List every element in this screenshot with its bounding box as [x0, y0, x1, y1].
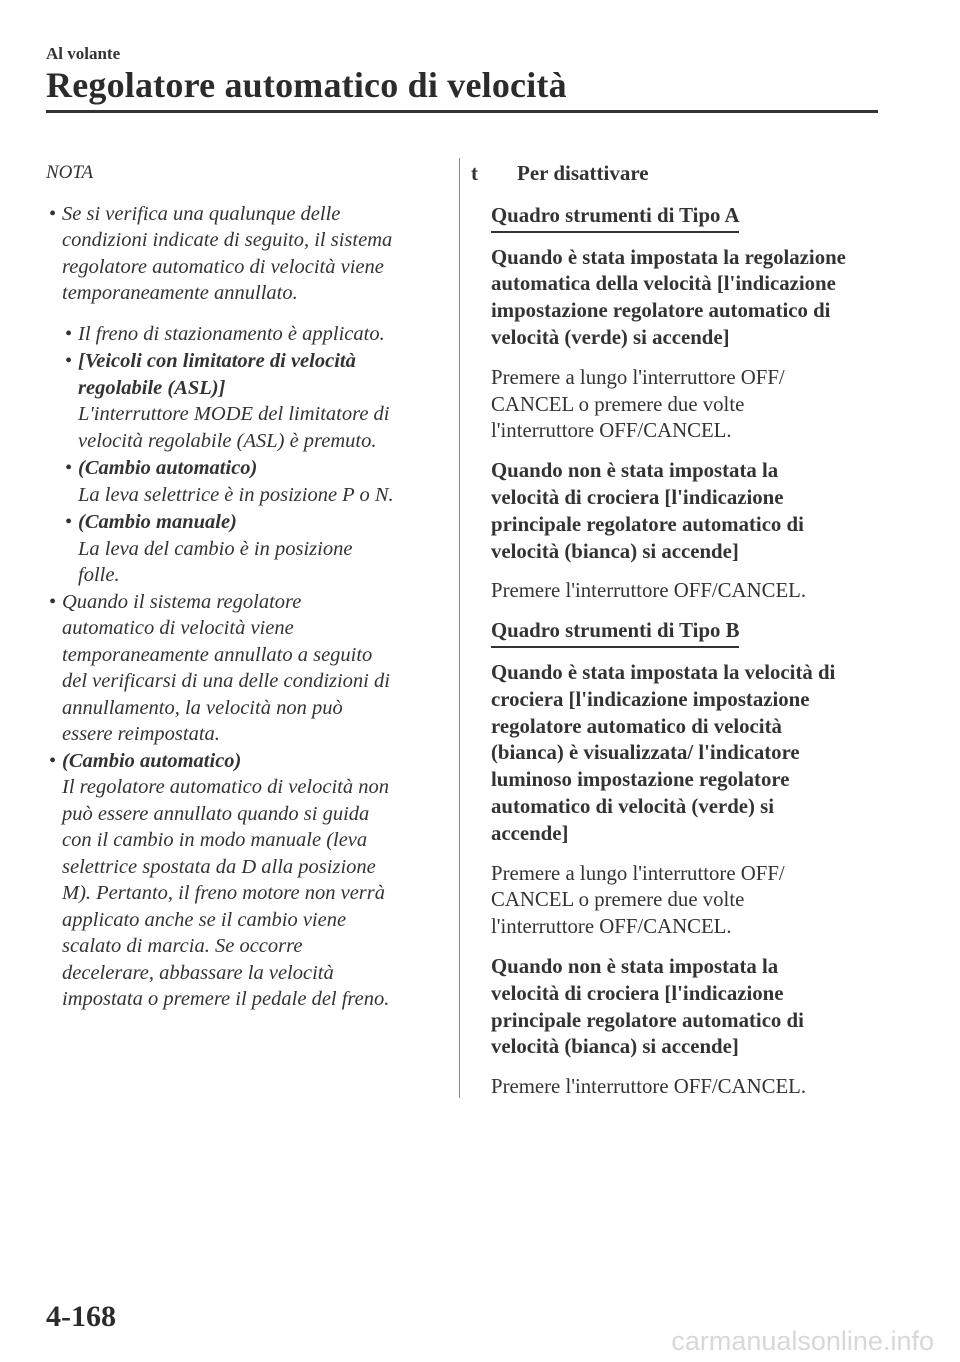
bullet-dot: • — [65, 322, 73, 345]
note-bullet-1: • Se si verifica una qualunque delle condizioni indicate di seguito, il sistema regolatore automatico di velocità viene temporaneamente annullato. — [49, 202, 393, 304]
condition-a1: Quando è stata impostata la regolazione automatica della velocità [l'indicazione impostazione regolatore automatico di velocità (verde) si accende] — [491, 245, 846, 349]
bullet-dot: • — [65, 457, 73, 479]
bullet-dot: • — [65, 511, 73, 533]
title-rule — [46, 110, 878, 113]
condition-b2: Quando non è stata impostata la velocità di crociera [l'indicazione principale regolatore automatico di velocità (bianca) si accende] — [491, 954, 804, 1059]
instructions-column — [471, 160, 891, 1114]
condition-asl: • [Veicoli con limitatore di velocità regolabile (ASL)] L'interruttore MODE del limitatore di velocità regolabile (ASL) è premuto. — [65, 350, 390, 452]
action-b2: Premere l'interruttore OFF/CANCEL. — [491, 1075, 807, 1099]
condition-list — [46, 321, 446, 589]
note-column — [46, 160, 446, 1013]
section-label: Al volante — [46, 44, 121, 63]
condition-b1: Quando è stata impostata la velocità di crociera [l'indicazione impostazione regolatore automatico di velocità (bianca) è visualizzata/ l'indicatore luminoso impostazione regolatore automatico di velocità (verde) si accende] — [491, 660, 836, 845]
condition-a2: Quando non è stata impostata la velocità di crociera [l'indicazione principale regolatore automatico di velocità (bianca) si accende] — [491, 459, 804, 563]
bullet-dot: • — [49, 202, 57, 225]
page-title: Regolatore automatico di velocità — [46, 65, 567, 105]
section-marker-icon: t — [471, 161, 478, 185]
note-bullet-3: • (Cambio automatico) Il regolatore automatico di velocità non può essere annullato quando si guida con il cambio in modo manuale (leva selettrice spostata da D alla posizione M). Pertanto, il freno motore non verrà applicato anche se il cambio viene scalato di marcia. Se occorre decelerare, abbassare la velocità impostata o premere il pedale del freno. — [49, 749, 390, 1010]
action-b1: Premere a lungo l'interruttore OFF/ CANCEL o premere due volte l'interruttore OFF/CANCEL. — [491, 861, 785, 939]
bullet-dot: • — [49, 590, 57, 613]
action-a2: Premere l'interruttore OFF/CANCEL. — [491, 579, 807, 603]
condition-parking-brake: • Il freno di stazionamento è applicato. — [62, 321, 446, 348]
note-bullet-2: • Quando il sistema regolatore automatico di velocità viene temporaneamente annullato a seguito del verificarsi di una delle condizioni di annullamento, la velocità non può essere reimpostata. — [49, 590, 390, 745]
column-divider — [459, 158, 460, 1098]
subheading-type-b: Quadro strumenti di Tipo B — [491, 618, 739, 648]
section-heading: t Per disattivare — [471, 161, 649, 185]
subheading-type-a: Quadro strumenti di Tipo A — [491, 203, 739, 233]
page-number: 4-168 — [46, 1300, 116, 1333]
watermark: carmanualsonline.info — [671, 1326, 934, 1356]
bullet-dot: • — [49, 749, 57, 772]
action-a1: Premere a lungo l'interruttore OFF/ CANCEL o premere due volte l'interruttore OFF/CANCEL. — [491, 365, 785, 443]
bullet-dot: • — [65, 350, 73, 372]
note-heading: NOTA — [46, 162, 94, 183]
condition-manual: • (Cambio manuale) La leva del cambio è in posizione folle. — [65, 511, 353, 586]
condition-automatic: • (Cambio automatico) La leva selettrice è in posizione P o N. — [65, 457, 394, 506]
